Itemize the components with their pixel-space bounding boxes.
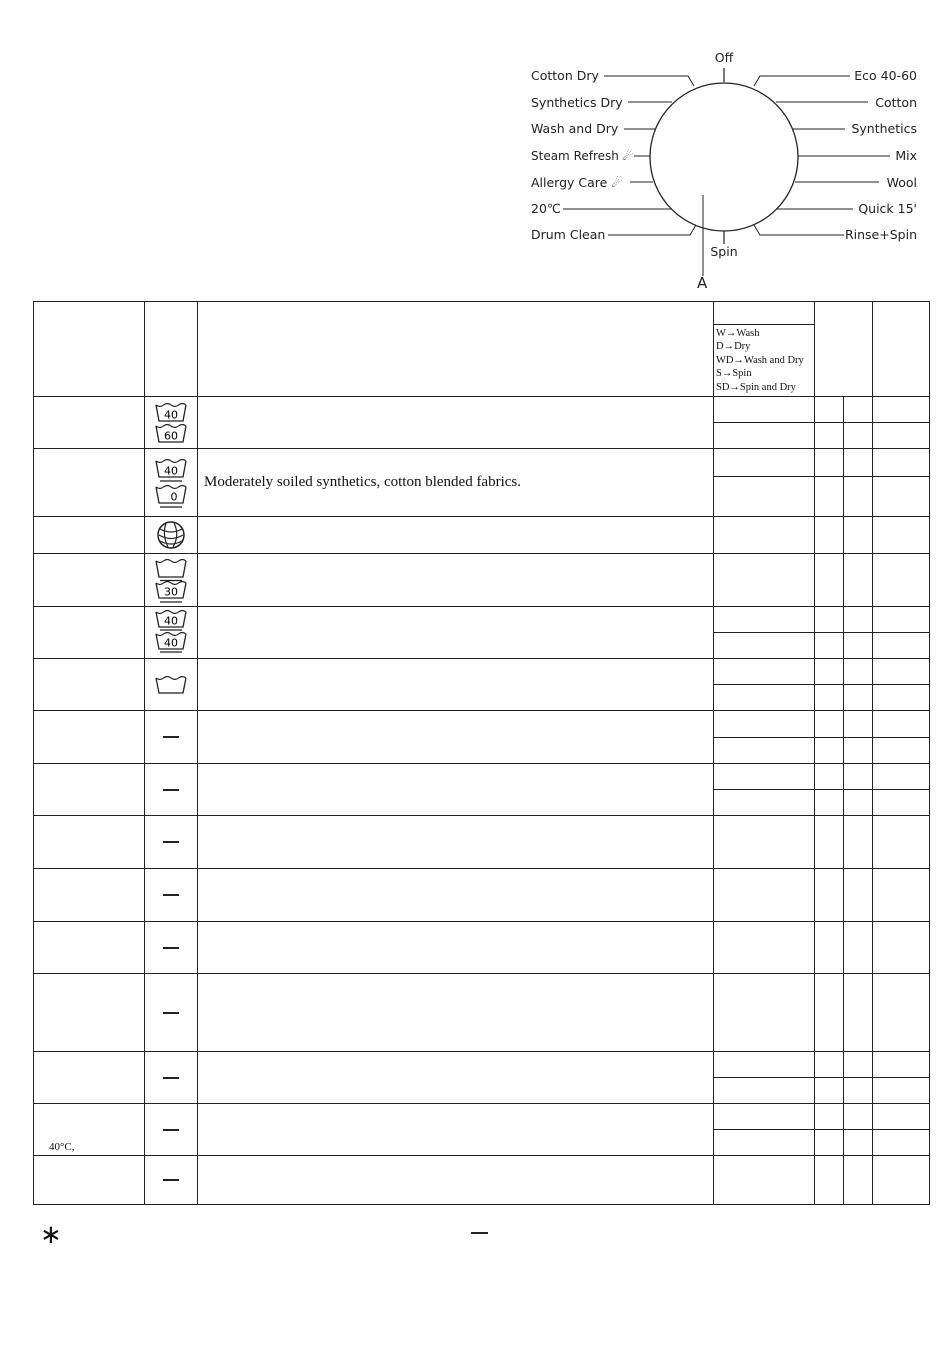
not-applicable-dash (163, 736, 179, 738)
not-applicable-dash (163, 1179, 179, 1181)
legend-wash-dry: WD→Wash and Dry (716, 354, 804, 366)
program-description: Moderately soiled synthetics, cotton blended fabrics. (198, 449, 714, 517)
table-row (34, 554, 930, 607)
not-applicable-dash (163, 841, 179, 843)
wash-symbol-cell (145, 659, 198, 711)
dash-cell (145, 974, 198, 1052)
dial-label-drum-clean: Drum Clean (531, 227, 606, 242)
dash-cell (145, 1156, 198, 1205)
dial-label-spin: Spin (710, 244, 738, 259)
wash-symbol-cell (145, 449, 198, 517)
table-row (34, 1052, 930, 1078)
dial-label-quick: Quick 15' (858, 201, 917, 216)
dial-label-cotton-dry: Cotton Dry (531, 68, 599, 83)
table-row (34, 607, 930, 633)
header-cell-program (34, 302, 145, 397)
wool-symbol-cell (145, 517, 198, 554)
not-applicable-dash (163, 1077, 179, 1079)
table-header-row (34, 302, 930, 397)
dash-cell (145, 711, 198, 764)
steam-refresh-text: Steam Refresh (531, 149, 619, 163)
dial-label-allergy-care (531, 177, 623, 190)
wash-symbol-cell (145, 397, 198, 449)
wash-tub-icon (154, 674, 188, 696)
table-row (34, 1156, 930, 1205)
dash-cell (145, 922, 198, 974)
wash-symbol-cell (145, 554, 198, 607)
not-applicable-dash (163, 947, 179, 949)
svg-text:0: 0 (170, 490, 178, 503)
not-applicable-dash (163, 789, 179, 791)
table-row (34, 764, 930, 790)
svg-text:30: 30 (164, 585, 178, 599)
header-cell-description (198, 302, 714, 397)
not-applicable-dash (163, 1129, 179, 1131)
mode-legend (714, 302, 815, 397)
wash-tub-icon (154, 401, 188, 445)
table-row (34, 397, 930, 423)
dial-circle (650, 83, 798, 231)
dash-cell (145, 764, 198, 816)
dial-label-wool: Wool (886, 175, 917, 190)
header-cell-c (873, 302, 930, 397)
not-applicable-dash (163, 1012, 179, 1014)
dash-cell (145, 816, 198, 869)
allergy-care-text: Allergy Care (531, 175, 608, 190)
table-row (34, 517, 930, 554)
legend-wash: W→Wash (716, 327, 760, 339)
header-cell-symbol (145, 302, 198, 397)
dial-label-20c: 20℃ (531, 201, 561, 216)
table-row (34, 869, 930, 922)
wool-ball-icon (154, 519, 188, 551)
legend-spin-dry: SD→Spin and Dry (716, 381, 796, 393)
footnote-dash (471, 1232, 488, 1234)
svg-text:40: 40 (164, 636, 178, 649)
steam-icon: ☄ (622, 149, 634, 163)
dial-label-off: Off (714, 50, 734, 65)
temp-40: 40 (164, 408, 178, 421)
dial-label-synthetics-dry: Synthetics Dry (531, 95, 623, 110)
dial-label-wash-and-dry: Wash and Dry (531, 121, 619, 136)
wash-tub-icon (154, 609, 188, 657)
program-table (33, 301, 930, 1205)
table-row (34, 659, 930, 685)
dash-cell (145, 1052, 198, 1104)
dial-label-steam-refresh (531, 150, 633, 162)
header-cell-ab (815, 302, 873, 397)
dial-label-rinse-spin: Rinse+Spin (844, 227, 917, 242)
wash-tub-icon (154, 455, 188, 511)
knob-letter: A (697, 274, 708, 292)
program-temperature: 40°C, (49, 1141, 75, 1153)
program-dial-diagram (0, 0, 952, 300)
dash-cell (145, 869, 198, 922)
table-row (34, 922, 930, 974)
footnote-asterisk: ∗ (40, 1220, 62, 1250)
svg-text:40: 40 (164, 464, 178, 477)
table-row (34, 449, 930, 477)
not-applicable-dash (163, 894, 179, 896)
svg-text:40: 40 (164, 614, 178, 627)
legend-spin: S→Spin (716, 368, 752, 379)
wash-tub-icon (154, 556, 188, 604)
dial-lines (0, 0, 952, 300)
dial-label-eco: Eco 40-60 (854, 68, 917, 83)
dash-cell (145, 1104, 198, 1156)
table-row (34, 816, 930, 869)
temp-60: 60 (164, 429, 178, 442)
steam-icon: ☄ (611, 175, 623, 190)
dial-label-synthetics: Synthetics (851, 121, 917, 136)
dial-label-cotton: Cotton (875, 95, 917, 110)
table-row (34, 974, 930, 1052)
wash-symbol-cell (145, 607, 198, 659)
legend-dry: D→Dry (716, 341, 751, 352)
table-row (34, 1104, 930, 1130)
table-row (34, 711, 930, 738)
dial-label-mix: Mix (895, 148, 917, 163)
